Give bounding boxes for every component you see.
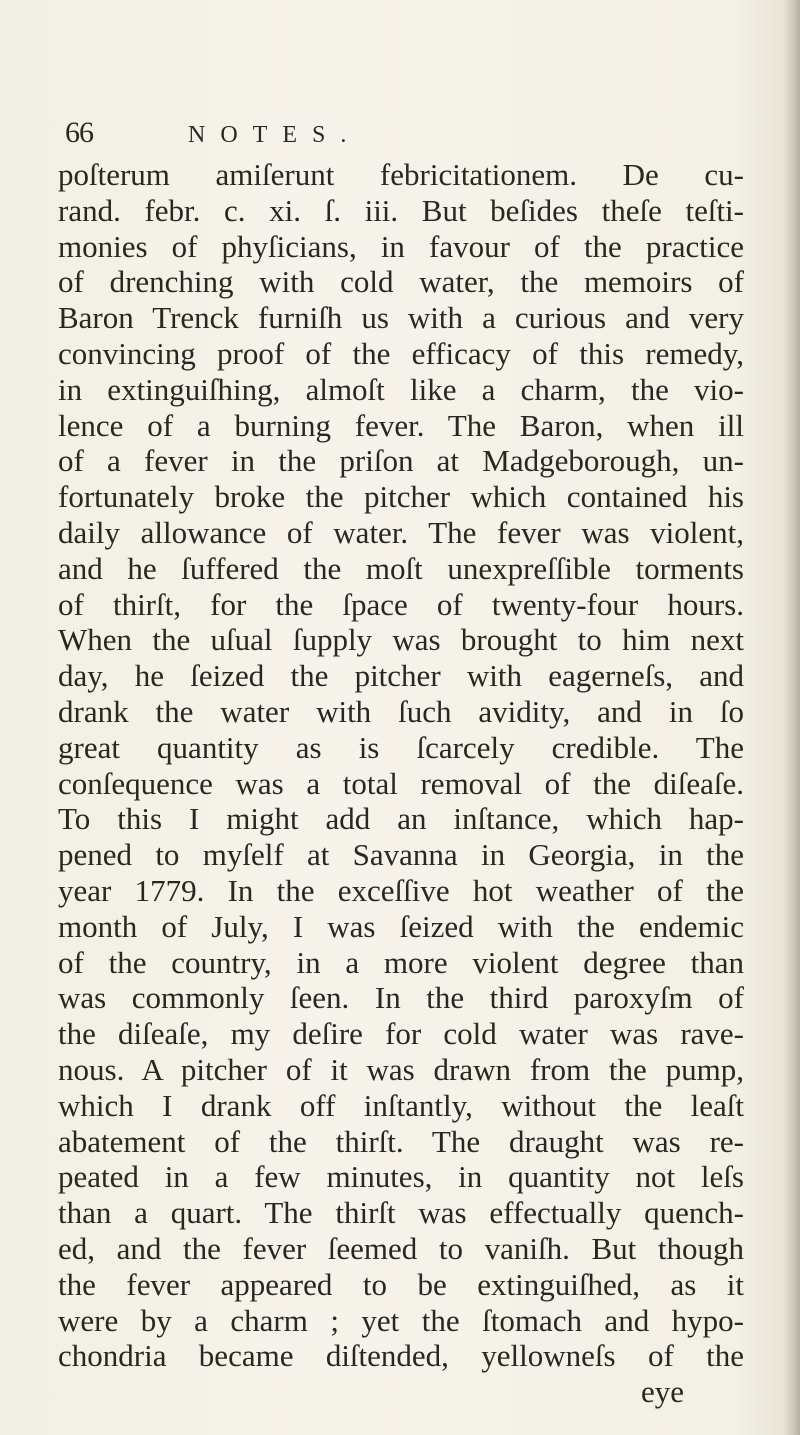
text-line: daily allowance of water. The fever was violent, bbox=[58, 514, 744, 550]
text-line: month of July, I was ſeized with the endemic bbox=[58, 908, 744, 944]
text-line: were by a charm ; yet the ſtomach and hypo- bbox=[58, 1302, 744, 1338]
text-line: the fever appeared to be extinguiſhed, as it bbox=[58, 1266, 744, 1302]
body-text bbox=[58, 157, 744, 1410]
text-line: than a quart. The thirſt was effectually quench- bbox=[58, 1195, 744, 1231]
text-line: rand. febr. c. xi. ſ. iii. But beſides theſe teſti- bbox=[58, 192, 744, 228]
text-line: Baron Trenck furniſh us with a curious and very bbox=[58, 300, 744, 336]
page-number: 66 bbox=[65, 116, 93, 149]
text-line: nous. A pitcher of it was drawn from the pump, bbox=[58, 1051, 744, 1087]
text-line: pened to myſelf at Savanna in Georgia, in the bbox=[58, 837, 744, 873]
text-line: fortunately broke the pitcher which contained his bbox=[58, 479, 744, 515]
text-line: the diſeaſe, my deſire for cold water was rave- bbox=[58, 1016, 744, 1052]
text-line: great quantity as is ſcarcely credible. The bbox=[58, 729, 744, 765]
text-line: lence of a burning fever. The Baron, when ill bbox=[58, 407, 744, 443]
text-line: drank the water with ſuch avidity, and in ſo bbox=[58, 693, 744, 729]
text-line: which I drank off inſtantly, without the leaſt bbox=[58, 1087, 744, 1123]
text-line: poſterum amiſerunt febricitationem. De cu- bbox=[58, 157, 744, 192]
text-line: in extinguiſhing, almoſt like a charm, the vio- bbox=[58, 371, 744, 407]
text-line: monies of phyſicians, in favour of the practice bbox=[58, 228, 744, 264]
text-line: of a fever in the priſon at Madgeborough, un- bbox=[58, 443, 744, 479]
text-line: of the country, in a more violent degree than bbox=[58, 944, 744, 980]
text-line: was commonly ſeen. In the third paroxyſm of bbox=[58, 980, 744, 1016]
text-line: conſequence was a total removal of the diſeaſe. bbox=[58, 765, 744, 801]
running-head: NOTES. bbox=[188, 122, 362, 148]
page-edge-shadow bbox=[782, 0, 800, 1435]
text-line: of drenching with cold water, the memoirs of bbox=[58, 264, 744, 300]
text-line: day, he ſeized the pitcher with eagerneſs, and bbox=[58, 658, 744, 694]
text-line: When the uſual ſupply was brought to him next bbox=[58, 622, 744, 658]
text-line: ed, and the fever ſeemed to vaniſh. But though bbox=[58, 1230, 744, 1266]
text-line: peated in a few minutes, in quantity not leſs bbox=[58, 1159, 744, 1195]
text-line: and he ſuffered the moſt unexpreſſible torments bbox=[58, 550, 744, 586]
text-line: chondria became diſtended, yellowneſs of the bbox=[58, 1338, 744, 1374]
catchword: eye bbox=[640, 1374, 684, 1410]
text-line: abatement of the thirſt. The draught was re- bbox=[58, 1123, 744, 1159]
text-line: of thirſt, for the ſpace of twenty-four hours. bbox=[58, 586, 744, 622]
text-line: To this I might add an inſtance, which hap- bbox=[58, 801, 744, 837]
text-line: year 1779. In the exceſſive hot weather of the bbox=[58, 872, 744, 908]
text-line: convincing proof of the efficacy of this remedy, bbox=[58, 335, 744, 371]
page-header bbox=[65, 116, 625, 160]
